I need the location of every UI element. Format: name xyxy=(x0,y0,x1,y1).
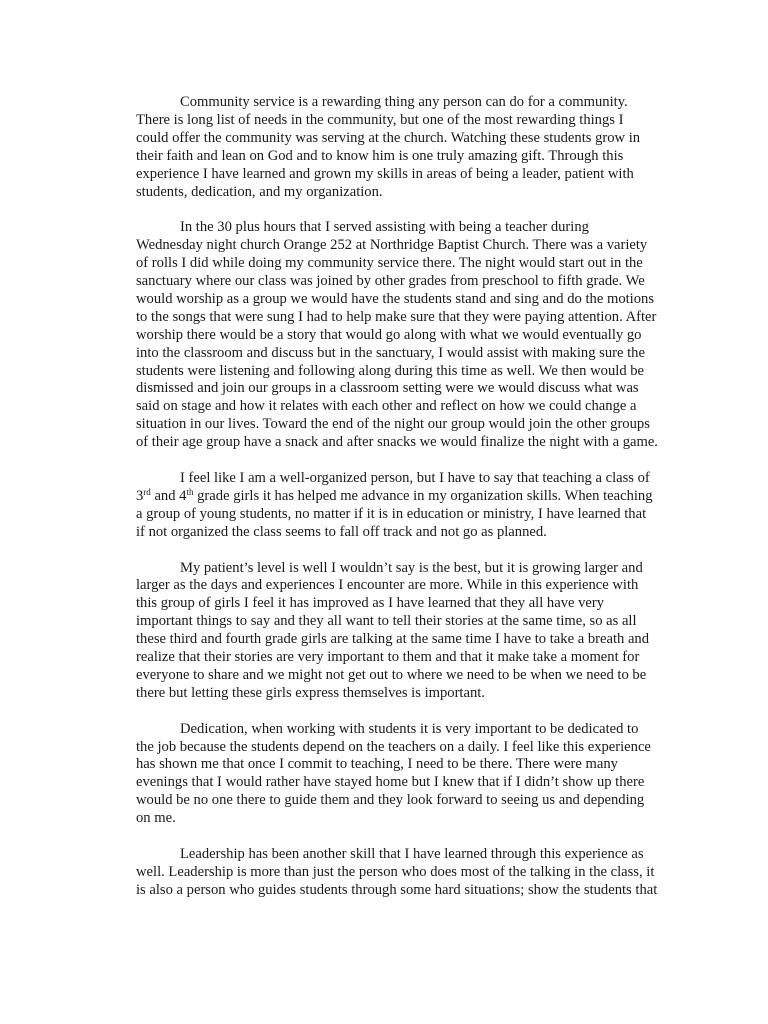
paragraph-leadership: Leadership has been another skill that I have learned through this experience as well. Leadership is more than just the person who does most of the talking in the class, it is also a person who guides students through some hard situations; show the students that xyxy=(136,845,658,898)
essay-body xyxy=(136,94,658,918)
paragraph-organization xyxy=(136,470,658,542)
paragraph-service-hours: In the 30 plus hours that I served assisting with being a teacher during Wednesday night church Orange 252 at Northridge Baptist Church. There was a variety of rolls I did while doing my community service there. The night would start out in the sanctuary where our class was joined by other grades from preschool to fifth grade. We would worship as a group we would have the students stand and sing and do the motions to the songs that were sung I had to help make sure that they were paying attention. After worship there would be a story that would go along with what we would eventually go into the classroom and discuss but in the sanctuary, I would assist with making sure the students were listening and following along during this time as well. We then would be dismissed and join our groups in a classroom setting were we would discuss what was said on stage and how it relates with each other and reflect on how we could change a situation in our lives. Toward the end of the night our group would join the other groups of their age group have a snack and after snacks we would finalize the night with a game. xyxy=(136,219,658,451)
paragraph-dedication: Dedication, when working with students it is very important to be dedicated to the job because the students depend on the teachers on a daily. I feel like this experience has shown me that once I commit to teaching, I need to be there. There were many evenings that I would rather have stayed home but I knew that if I didn’t show up there would be no one there to guide them and they look forward to seeing us and depending on me. xyxy=(136,720,651,827)
ordinal-suffix-th: th xyxy=(186,486,194,497)
organization-text-end: grade girls it has helped me advance in my organization skills. When teaching a group of young students, no matter if it is in education or ministry, I have learned that if not organized the class seems to fall off track and not go as planned. xyxy=(136,487,653,540)
organization-text-start: I feel like I am a well-organized person, but I have to say that teaching a class of 3 xyxy=(136,470,650,504)
paragraph-introduction: Community service is a rewarding thing any person can do for a community. There is long list of needs in the community, but one of the most rewarding things I could offer the community was serving at the church. Watching these students grow in their faith and lean on God and to know him is one truly amazing gift. Through this experience I have learned and grown my skills in areas of being a leader, patient with students, dedication, and my organization. xyxy=(136,94,641,200)
paragraph-patience: My patient’s level is well I wouldn’t say is the best, but it is growing larger and larger as the days and experiences I encounter are more. While in this experience with this group of girls I feel it has improved as I have learned that they all have very important things to say and they all want to tell their stories at the same time, so as all these third and fourth grade girls are talking at the same time I have to take a breath and realize that their stories are very important to them and that it make take a moment for everyone to share and we might not get out to where we need to be when we need to be there but letting these girls express themselves is important. xyxy=(136,559,650,701)
organization-text-mid: and 4 xyxy=(150,487,187,504)
ordinal-suffix-rd: rd xyxy=(143,486,151,497)
